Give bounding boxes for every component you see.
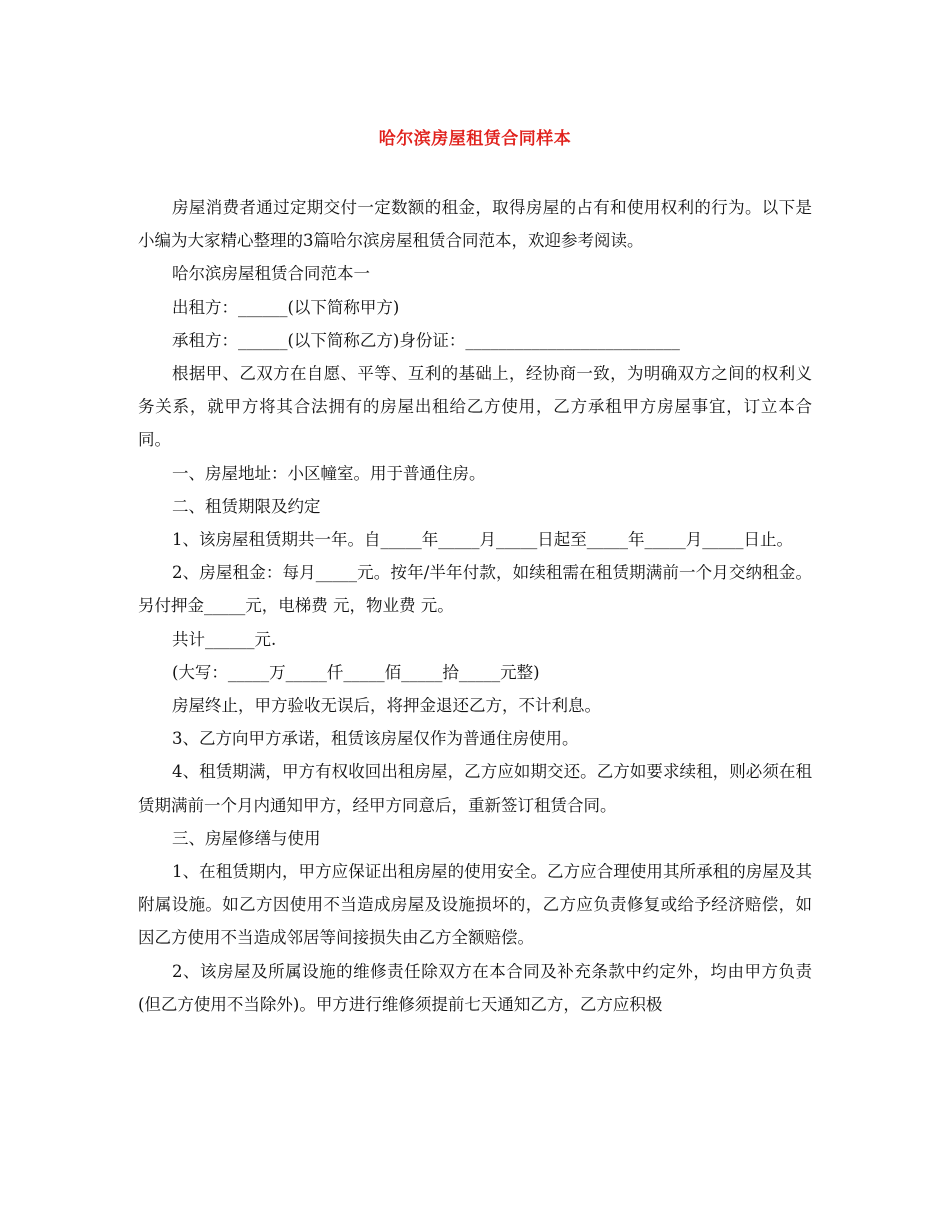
paragraph-sample-heading: 哈尔滨房屋租赁合同范本一: [172, 264, 370, 284]
document-body: [138, 191, 812, 1021]
paragraph-rent: 2、房屋租金：每月_____元。按年/半年付款，如续租需在租赁期满前一个月交纳租金。另付押金_____元，电梯费 元，物业费 元。: [138, 563, 812, 616]
paragraph-intro: 房屋消费者通过定期交付一定数额的租金，取得房屋的占有和使用权利的行为。以下是小编为大家精心整理的3篇哈尔滨房屋租赁合同范本，欢迎参考阅读。: [138, 198, 812, 251]
paragraph-term-4: 4、租赁期满，甲方有权收回出租房屋，乙方应如期交还。乙方如要求续租，则必须在租赁期满前一个月内通知甲方，经甲方同意后，重新签订租赁合同。: [138, 762, 812, 815]
paragraph-section-term: 二、租赁期限及约定: [172, 496, 321, 516]
paragraph-section-repair: 三、房屋修缮与使用: [172, 828, 321, 848]
paragraph-term-1: 1、该房屋租赁期共一年。自_____年_____月_____日起至_____年_____月_____日止。: [172, 530, 793, 550]
paragraph-address: 一、房屋地址：小区幢室。用于普通住房。: [172, 463, 486, 483]
paragraph-total-capital: (大写：_____万_____仟_____佰_____拾_____元整): [172, 662, 540, 682]
paragraph-deposit-return: 房屋终止，甲方验收无误后，将押金退还乙方，不计利息。: [172, 696, 601, 716]
paragraph-lessor: 出租方：______(以下简称甲方): [172, 297, 400, 317]
paragraph-lessee: 承租方：______(以下简称乙方)身份证：__________________________: [172, 330, 680, 350]
document-title: 哈尔滨房屋租赁合同样本: [378, 129, 572, 149]
paragraph-preamble: 根据甲、乙双方在自愿、平等、互利的基础上，经协商一致，为明确双方之间的权利义务关系，就甲方将其合法拥有的房屋出租给乙方使用，乙方承租甲方房屋事宜，订立本合同。: [138, 364, 812, 450]
paragraph-total: 共计______元.: [172, 629, 277, 649]
paragraph-term-3: 3、乙方向甲方承诺，租赁该房屋仅作为普通住房使用。: [172, 729, 579, 749]
paragraph-repair-2: 2、该房屋及所属设施的维修责任除双方在本合同及补充条款中约定外，均由甲方负责(但乙方使用不当除外)。甲方进行维修须提前七天通知乙方，乙方应积极: [138, 961, 812, 1014]
paragraph-repair-1: 1、在租赁期内，甲方应保证出租房屋的使用安全。乙方应合理使用其所承租的房屋及其附属设施。如乙方因使用不当造成房屋及设施损坏的，乙方应负责修复或给予经济赔偿，如因乙方使用不当造成邻居等间接损失由乙方全额赔偿。: [138, 862, 812, 948]
